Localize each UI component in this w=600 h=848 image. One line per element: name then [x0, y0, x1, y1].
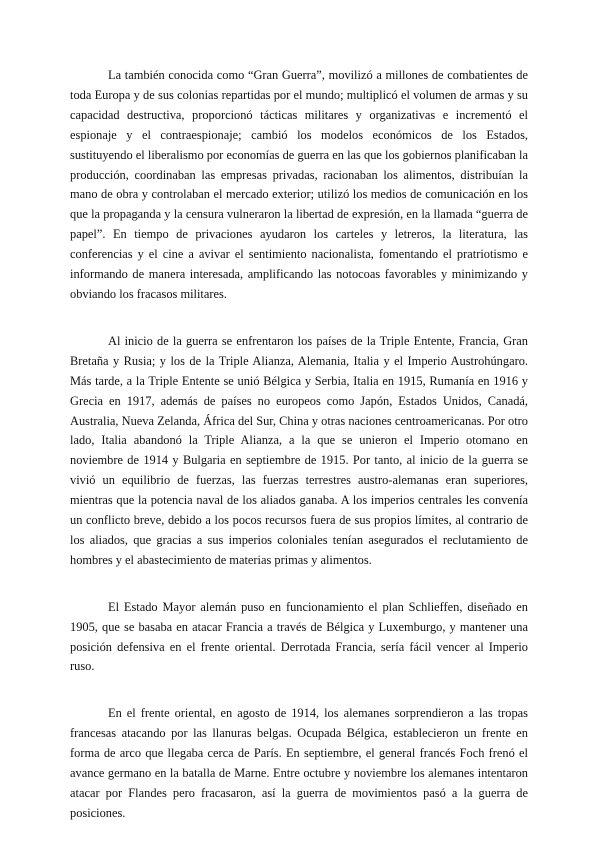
paragraph-plan-schlieffen: El Estado Mayor alemán puso en funcionamiento el plan Schlieffen, diseñado en 1905, que se basaba en atacar Francia a través de Bélgica y Luxemburgo, y mantener una posición defensiva en el frente oriental. Derrotada Francia, sería fácil vencer al Imperio ruso.: [70, 599, 528, 674]
paragraph-frente-oriental: En el frente oriental, en agosto de 1914, los alemanes sorprendieron a las tropas francesas atacando por las llanuras belgas. Ocupada Bélgica, establecieron un frente en forma de arco que llegaba cerca de París. En septiembre, el general francés Foch frenó el avance germano en la batalla de Marne. Entre octubre y noviembre los alemanes intentaron atacar por Flandes pero fracasaron, así la guerra de movimientos pasó a la guerra de posiciones.: [70, 706, 528, 820]
paragraph-alianzas: Al inicio de la guerra se enfrentaron los países de la Triple Entente, Francia, Gran Bretaña y Rusia; y los de la Triple Alianza, Alemania, Italia y el Imperio Austrohúngaro. Más tarde, a la Triple Entente se unió Bélgica y Serbia, Italia en 1915, Rumanía en 1916 y Grecia en 1917, además de países no europeos como Japón, Estados Unidos, Canadá, Australia, Nueva Zelanda, África del Sur, China y otras naciones centroamericanas. Por otro lado, Italia abandonó la Triple Alianza, a la que se unieron el Imperio otomano en noviembre de 1914 y Bulgaria en septiembre de 1915. Por tanto, al inicio de la guerra se vivió un equilibrio de fuerzas, las fuerzas terrestres austro-alemanas eran superiores, mientras que la potencia naval de los aliados ganaba. A los imperios centrales les convenía un conflicto breve, debido a los pocos recursos fuera de sus propios límites, al contrario de los aliados, que gracias a sus imperios coloniales tenían asegurados el reclutamiento de hombres y el abastecimiento de materias primas y alimentos.: [70, 333, 528, 567]
document-page: [70, 66, 528, 824]
paragraph-gran-guerra: La también conocida como “Gran Guerra”, movilizó a millones de combatientes de toda Europa y de sus colonias repartidas por el mundo; multiplicó el volumen de armas y su capacidad destructiva, proporcionó tácticas militares y organizativas e incrementó el espionaje y el contraespionaje; cambió los modelos económicos de los Estados, sustituyendo el liberalismo por economías de guerra en las que los gobiernos planificaban la producción, coordinaban las empresas privadas, racionaban los alimentos, distribuían la mano de obra y controlaban el mercado exterior; utilizó los medios de comunicación en los que la propaganda y la censura vulneraron la libertad de expresión, en la llamada “guerra de papel”. En tiempo de privaciones ayudaron los carteles y letreros, la literatura, las conferencias y el cine a avivar el sentimiento nacionalista, fomentando el pratriotismo e informando de manera interesada, amplificando las notocoas favorables y minimizando y obviando los fracasos militares.: [70, 68, 528, 301]
